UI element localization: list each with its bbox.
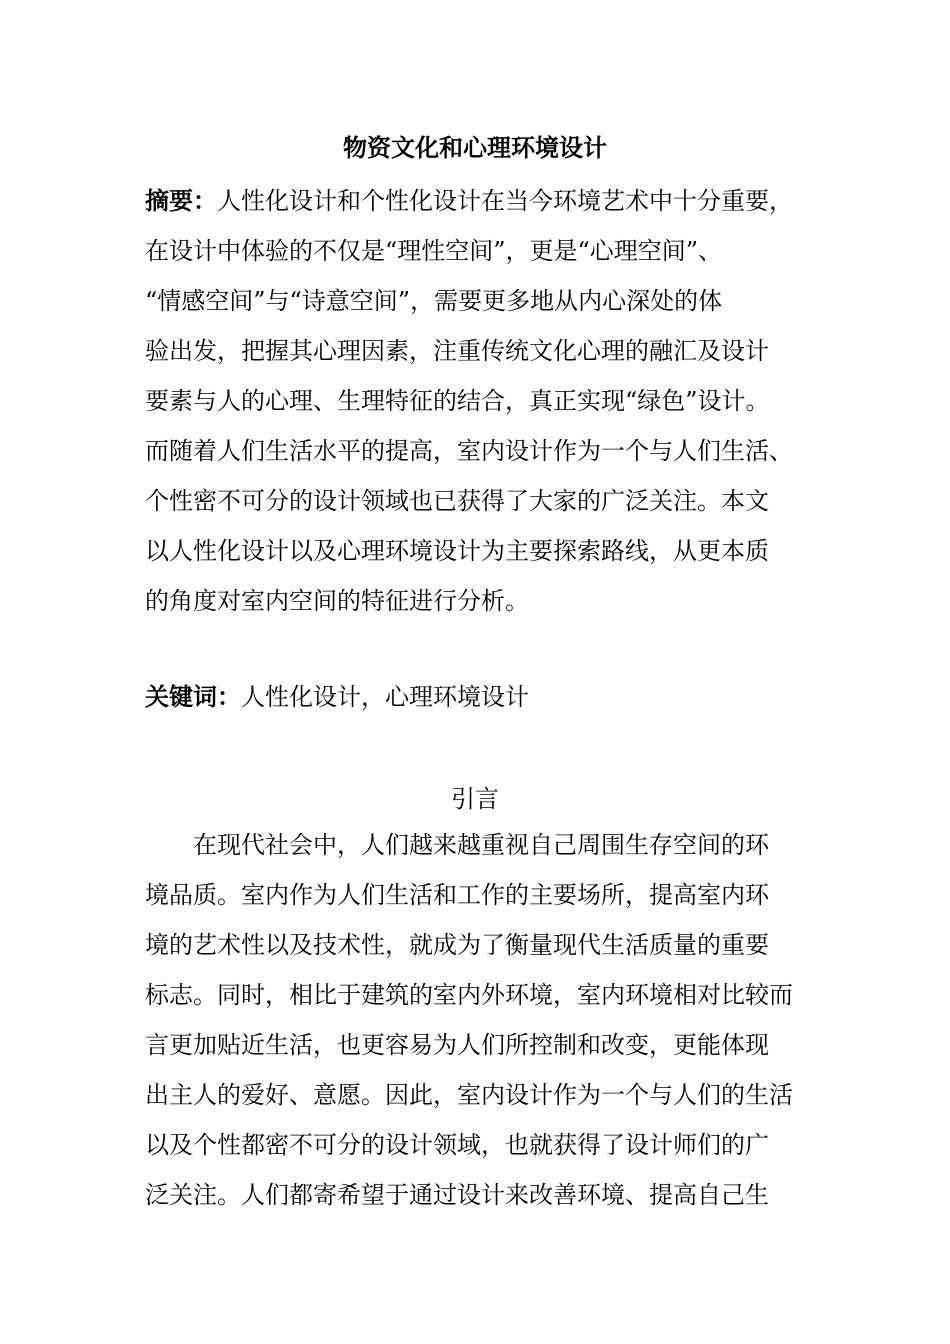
intro-line: 言更加贴近生活，也更容易为人们所控制和改变，更能体现: [145, 1031, 769, 1059]
abstract-line: 验出发，把握其心理因素，注重传统文化心理的融汇及设计: [145, 337, 769, 365]
abstract-line: 要素与人的心理、生理特征的结合，真正实现“绿色”设计。: [145, 387, 770, 415]
abstract-first-line-text: 人性化设计和个性化设计在当今环境艺术中十分重要，: [217, 187, 793, 215]
abstract-line: 的角度对室内空间的特征进行分析。: [145, 587, 529, 615]
abstract-label: 摘要：: [145, 186, 217, 215]
abstract-line: 而随着人们生活水平的提高，室内设计作为一个与人们生活、: [145, 437, 793, 465]
intro-line: 在现代社会中，人们越来越重视自己周围生存空间的环: [145, 831, 769, 859]
intro-line: 境品质。室内作为人们生活和工作的主要场所，提高室内环: [145, 881, 769, 909]
intro-section: [145, 820, 835, 1220]
abstract-line: “情感空间”与“诗意空间”，需要更多地从内心深处的体: [145, 287, 723, 315]
document-title: 物资文化和心理环境设计: [343, 133, 607, 162]
keywords-line: [145, 672, 835, 722]
keywords-text: 人性化设计，心理环境设计: [241, 683, 529, 711]
abstract-section: [145, 176, 835, 626]
abstract-line-1: [145, 176, 835, 226]
intro-line: 境的艺术性以及技术性，就成为了衡量现代生活质量的重要: [145, 931, 769, 959]
keywords-section: [145, 672, 835, 722]
keywords-label: 关键词：: [145, 682, 241, 711]
abstract-line: 个性密不可分的设计领域也已获得了大家的广泛关注。本文: [145, 487, 769, 515]
intro-heading: 引言: [451, 785, 499, 813]
abstract-line: 以人性化设计以及心理环境设计为主要探索路线，从更本质: [145, 537, 769, 565]
intro-line: 标志。同时，相比于建筑的室内外环境，室内环境相对比较而: [145, 981, 793, 1009]
intro-line: 泛关注。人们都寄希望于通过设计来改善环境、提高自己生: [145, 1181, 769, 1209]
intro-line: 以及个性都密不可分的设计领域，也就获得了设计师们的广: [145, 1131, 769, 1159]
intro-line: 出主人的爱好、意愿。因此，室内设计作为一个与人们的生活: [145, 1081, 793, 1109]
abstract-line: 在设计中体验的不仅是“理性空间”，更是“心理空间”、: [145, 237, 723, 265]
